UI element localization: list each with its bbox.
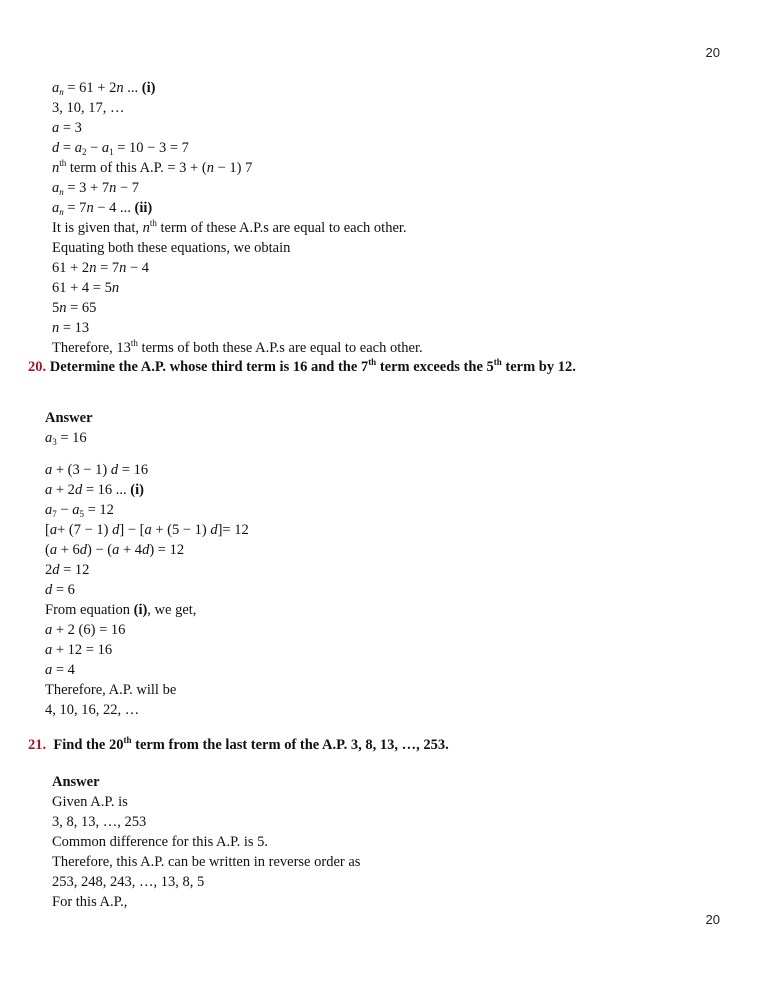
eq-line: $d = a_2 - a_1 = 10 - 3 = 7$ xyxy=(52,140,189,157)
eq-line: n = 13 xyxy=(52,320,90,336)
text-line: Therefore, 13th terms of both these A.P.s are equal to each other. xyxy=(52,338,423,356)
eq-line: $n^{th}$ term of this A.P. = 3 + (n − 1) 7 xyxy=(52,158,253,176)
eq-line: a + 2d = 16 ... (i) xyxy=(45,482,144,498)
eq-line: 2d = 12 xyxy=(45,562,90,578)
answer-label: Answer xyxy=(52,774,100,790)
eq-line: 61 + 2n = 7n − 4 xyxy=(52,260,150,276)
eq-line: (a + 6d) − (a + 4d) = 12 xyxy=(45,542,185,558)
eq-line: a = 4 xyxy=(45,662,75,678)
question-number: 20. xyxy=(28,359,47,375)
text-line: It is given that, $n^{th}$ term of these A.P.s are equal to each other. xyxy=(52,218,407,236)
text-line: From equation (i), we get, xyxy=(45,602,197,618)
text-line: Equating both these equations, we obtain xyxy=(52,240,291,256)
text-line: Common difference for this A.P. is 5. xyxy=(52,834,269,850)
eq-line: a + 12 = 16 xyxy=(45,642,113,658)
page-number-bottom: 20 xyxy=(705,912,720,927)
eq-line: [a+ (7 − 1) d] − [a + (5 − 1) d]= 12 xyxy=(45,522,249,538)
eq-line: 3, 10, 17, … xyxy=(52,100,125,116)
eq-line: 253, 248, 243, …, 13, 8, 5 xyxy=(52,874,205,890)
question-20-heading: 20. Determine the A.P. whose third term is 16 and the 7th term exceeds the 5th term by 12. xyxy=(28,357,576,375)
page-number-top: 20 xyxy=(705,45,720,60)
answer-label: Answer xyxy=(45,410,93,426)
eq-line: 61 + 4 = 5n xyxy=(52,280,120,296)
eq-line: 5n = 65 xyxy=(52,300,97,316)
eq-line: $a_n = 3 + 7n - 7$ xyxy=(52,180,140,197)
eq-line: a + (3 − 1) d = 16 xyxy=(45,462,149,478)
eq-line: $a_n = 7n - 4$ ... (ii) xyxy=(52,200,153,217)
text-line: Given A.P. is xyxy=(52,794,128,810)
eq-line: $a_n = 61 + 2n$ ... (i) xyxy=(52,80,156,97)
text-line: For this A.P., xyxy=(52,894,128,910)
eq-line: $a_7 - a_5 = 12$ xyxy=(45,502,114,519)
question-number: 21. xyxy=(28,737,47,753)
eq-line: 4, 10, 16, 22, … xyxy=(45,702,140,718)
text-line: Therefore, this A.P. can be written in reverse order as xyxy=(52,854,361,870)
text-line: Therefore, A.P. will be xyxy=(45,682,177,698)
eq-line: d = 6 xyxy=(45,582,75,598)
eq-line: $a_3 = 16$ xyxy=(45,430,87,447)
eq-line: a + 2 (6) = 16 xyxy=(45,622,126,638)
eq-line: a = 3 xyxy=(52,120,82,136)
question-21-heading: 21. Find the 20th term from the last term of the A.P. 3, 8, 13, …, 253. xyxy=(28,735,449,753)
eq-line: 3, 8, 13, …, 253 xyxy=(52,814,147,830)
